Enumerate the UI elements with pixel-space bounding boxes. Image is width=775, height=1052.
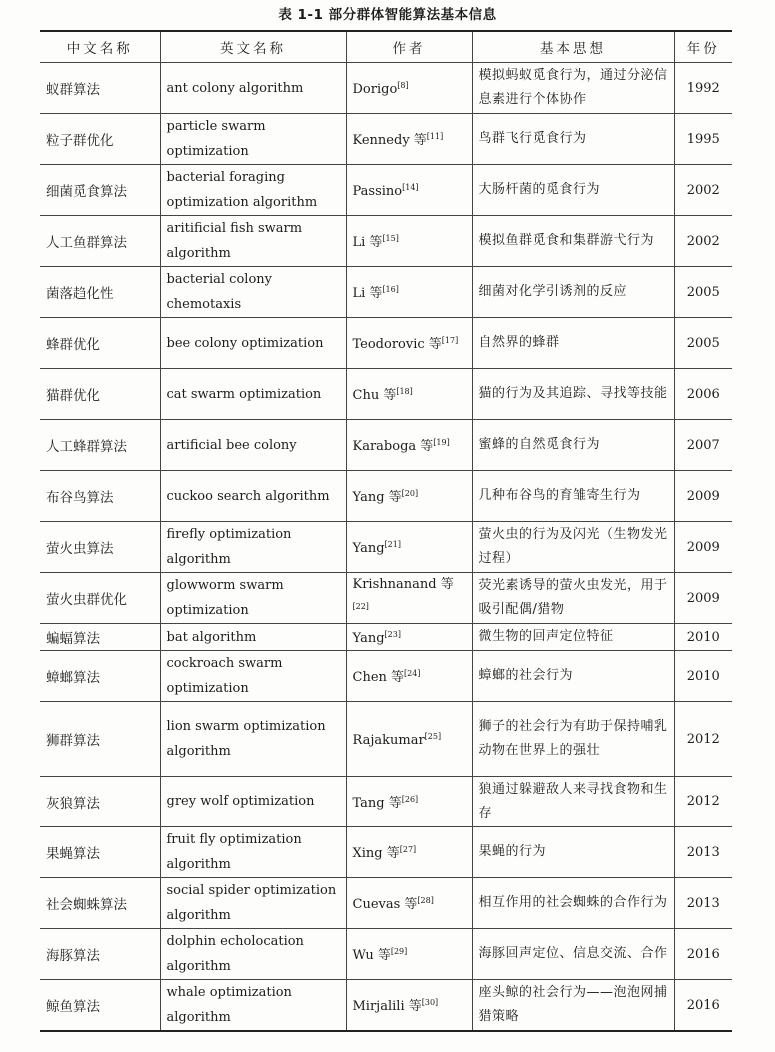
author-name: Chen 等: [352, 670, 405, 685]
cell-chinese-name: 粒子群优化: [40, 114, 160, 165]
cell-year: 2002: [674, 165, 732, 216]
cell-chinese-name: 蚁群算法: [40, 63, 160, 114]
cell-english-name: bacterial colony chemotaxis: [160, 267, 346, 318]
author-name: Rajakumar: [352, 733, 425, 748]
author-name: Mirjalili 等: [352, 999, 422, 1014]
author-name: Li 等: [352, 235, 383, 250]
cell-basic-idea: 果蝇的行为: [472, 827, 674, 878]
cell-year: 2005: [674, 318, 732, 369]
table-row: [40, 651, 732, 702]
cell-basic-idea: 萤火虫的行为及闪光（生物发光过程）: [472, 522, 674, 573]
author-name: Yang: [352, 541, 385, 556]
reference-mark: [16]: [382, 285, 399, 294]
cell-english-name: dolphin echolocation algorithm: [160, 929, 346, 980]
author-name: Teodorovic 等: [352, 337, 442, 352]
cell-english-name: particle swarm optimization: [160, 114, 346, 165]
author-name: Karaboga 等: [352, 439, 434, 454]
cell-chinese-name: 布谷鸟算法: [40, 471, 160, 522]
cell-english-name: social spider optimization algorithm: [160, 878, 346, 929]
cell-english-name: cuckoo search algorithm: [160, 471, 346, 522]
table-row: [40, 114, 732, 165]
reference-mark: [25]: [424, 732, 442, 741]
cell-basic-idea: 猫的行为及其追踪、寻找等技能: [472, 369, 674, 420]
cell-chinese-name: 萤火虫群优化: [40, 573, 160, 624]
author-name: Tang 等: [352, 795, 402, 811]
cell-basic-idea: 蜜蜂的自然觅食行为: [472, 420, 674, 471]
cell-year: 2013: [674, 878, 732, 929]
cell-chinese-name: 萤火虫算法: [40, 522, 160, 573]
reference-mark: [26]: [401, 794, 419, 804]
cell-basic-idea: 模拟蚂蚁觅食行为，通过分泌信息素进行个体协作: [472, 63, 674, 114]
cell-chinese-name: 海豚算法: [40, 929, 160, 980]
reference-mark: [30]: [421, 998, 439, 1007]
cell-basic-idea: 狮子的社会行为有助于保持哺乳动物在世界上的强壮: [472, 702, 674, 777]
cell-author: [346, 369, 472, 420]
cell-english-name: whale optimization algorithm: [160, 980, 346, 1032]
author-name: Kennedy 等: [352, 133, 427, 148]
reference-mark: [27]: [399, 845, 417, 854]
cell-chinese-name: 狮群算法: [40, 702, 160, 777]
cell-author: [346, 420, 472, 471]
cell-chinese-name: 鲸鱼算法: [40, 980, 160, 1032]
cell-author: [346, 114, 472, 165]
cell-english-name: cat swarm optimization: [160, 369, 346, 420]
cell-author: [346, 216, 472, 267]
cell-author: [346, 471, 472, 522]
table-row: [40, 624, 732, 651]
cell-basic-idea: 几种布谷鸟的育雏寄生行为: [472, 471, 674, 522]
cell-year: 2009: [674, 471, 732, 522]
table-row: [40, 573, 732, 624]
cell-author: [346, 573, 472, 624]
table-row: [40, 980, 732, 1032]
cell-chinese-name: 人工鱼群算法: [40, 216, 160, 267]
header-basic-idea: 基本思想: [472, 31, 674, 63]
cell-english-name: lion swarm optimization algorithm: [160, 702, 346, 777]
cell-author: [346, 267, 472, 318]
table-caption: 表 1-1 部分群体智能算法基本信息: [278, 7, 497, 23]
reference-mark: [14]: [402, 183, 419, 192]
cell-chinese-name: 菌落趋化性: [40, 267, 160, 318]
cell-year: 2006: [674, 369, 732, 420]
cell-chinese-name: 猫群优化: [40, 369, 160, 420]
table-row: [40, 522, 732, 573]
cell-author: [346, 980, 472, 1032]
cell-year: 1995: [674, 114, 732, 165]
header-chinese-name: 中文名称: [40, 31, 160, 63]
cell-chinese-name: 灰狼算法: [40, 777, 160, 827]
cell-chinese-name: 蟑螂算法: [40, 651, 160, 702]
table-row: [40, 471, 732, 522]
cell-english-name: ant colony algorithm: [160, 63, 346, 114]
cell-year: 2016: [674, 929, 732, 980]
cell-english-name: glowworm swarm optimization: [160, 573, 346, 624]
table-row: [40, 929, 732, 980]
table-row: [40, 63, 732, 114]
cell-basic-idea: 蟑螂的社会行为: [472, 651, 674, 702]
cell-english-name: bacterial foraging optimization algorithm: [160, 165, 346, 216]
cell-year: 1992: [674, 63, 732, 114]
cell-author: [346, 624, 472, 651]
table-body: [40, 63, 732, 1032]
cell-chinese-name: 人工蜂群算法: [40, 420, 160, 471]
header-year: 年份: [674, 31, 732, 63]
algorithm-table: [40, 30, 732, 1032]
reference-mark: [28]: [417, 896, 434, 905]
cell-year: 2012: [674, 777, 732, 827]
cell-author: [346, 165, 472, 216]
cell-author: [346, 777, 472, 827]
header-author: 作者: [346, 31, 472, 63]
cell-author: [346, 878, 472, 929]
author-name: Krishnanand 等: [352, 577, 454, 592]
cell-chinese-name: 社会蜘蛛算法: [40, 878, 160, 929]
reference-mark: [22]: [352, 602, 369, 611]
reference-mark: [21]: [384, 540, 401, 549]
cell-basic-idea: 座头鲸的社会行为——泡泡网捕猎策略: [472, 980, 674, 1032]
cell-english-name: grey wolf optimization: [160, 777, 346, 827]
table-row: [40, 216, 732, 267]
cell-chinese-name: 细菌觅食算法: [40, 165, 160, 216]
cell-year: 2009: [674, 573, 732, 624]
author-name: Yang: [352, 631, 385, 646]
cell-author: [346, 651, 472, 702]
reference-mark: [29]: [390, 947, 408, 956]
cell-year: 2009: [674, 522, 732, 573]
cell-english-name: fruit fly optimization algorithm: [160, 827, 346, 878]
header-row: [40, 31, 732, 63]
cell-year: 2010: [674, 651, 732, 702]
cell-basic-idea: 相互作用的社会蜘蛛的合作行为: [472, 878, 674, 929]
cell-year: 2013: [674, 827, 732, 878]
cell-english-name: bee colony optimization: [160, 318, 346, 369]
cell-basic-idea: 大肠杆菌的觅食行为: [472, 165, 674, 216]
reference-mark: [19]: [433, 438, 450, 447]
table-row: [40, 420, 732, 471]
cell-basic-idea: 模拟鱼群觅食和集群游弋行为: [472, 216, 674, 267]
author-name: Passino: [352, 184, 403, 199]
reference-mark: [11]: [426, 132, 444, 141]
table-row: [40, 878, 732, 929]
table-row: [40, 318, 732, 369]
cell-year: 2012: [674, 702, 732, 777]
cell-author: [346, 318, 472, 369]
author-name: Dorigo: [352, 82, 398, 97]
author-name: Cuevas 等: [352, 897, 418, 912]
cell-basic-idea: 自然界的蜂群: [472, 318, 674, 369]
cell-year: 2007: [674, 420, 732, 471]
author-name: Yang 等: [352, 490, 402, 505]
cell-chinese-name: 蜂群优化: [40, 318, 160, 369]
cell-author: [346, 522, 472, 573]
cell-english-name: cockroach swarm optimization: [160, 651, 346, 702]
cell-author: [346, 702, 472, 777]
author-name: Wu 等: [352, 948, 391, 963]
cell-basic-idea: 荧光素诱导的萤火虫发光，用于吸引配偶/猎物: [472, 573, 674, 624]
cell-year: 2005: [674, 267, 732, 318]
cell-year: 2010: [674, 624, 732, 651]
cell-author: [346, 929, 472, 980]
reference-mark: [24]: [404, 669, 421, 678]
cell-basic-idea: 鸟群飞行觅食行为: [472, 114, 674, 165]
cell-year: 2016: [674, 980, 732, 1032]
header-english-name: 英文名称: [160, 31, 346, 63]
reference-mark: [15]: [382, 234, 399, 243]
reference-mark: [20]: [401, 489, 419, 498]
author-name: Xing 等: [352, 846, 400, 861]
cell-basic-idea: 细菌对化学引诱剂的反应: [472, 267, 674, 318]
cell-year: 2002: [674, 216, 732, 267]
cell-basic-idea: 海豚回声定位、信息交流、合作: [472, 929, 674, 980]
reference-mark: [23]: [384, 630, 401, 639]
cell-chinese-name: 蝙蝠算法: [40, 624, 160, 651]
reference-mark: [8]: [397, 81, 409, 90]
cell-chinese-name: 果蝇算法: [40, 827, 160, 878]
cell-author: [346, 827, 472, 878]
table-row: [40, 369, 732, 420]
table-row: [40, 165, 732, 216]
table-row: [40, 777, 732, 827]
author-name: Li 等: [352, 286, 383, 301]
cell-english-name: aritificial fish swarm algorithm: [160, 216, 346, 267]
cell-english-name: artificial bee colony: [160, 420, 346, 471]
cell-basic-idea: 狼通过躲避敌人来寻找食物和生存: [472, 777, 674, 827]
table-row: [40, 267, 732, 318]
cell-author: [346, 63, 472, 114]
cell-english-name: firefly optimization algorithm: [160, 522, 346, 573]
reference-mark: [18]: [396, 387, 413, 396]
table-row: [40, 702, 732, 777]
reference-mark: [17]: [441, 336, 459, 345]
table-row: [40, 827, 732, 878]
cell-basic-idea: 微生物的回声定位特征: [472, 624, 674, 651]
author-name: Chu 等: [352, 388, 397, 403]
cell-english-name: bat algorithm: [160, 624, 346, 651]
